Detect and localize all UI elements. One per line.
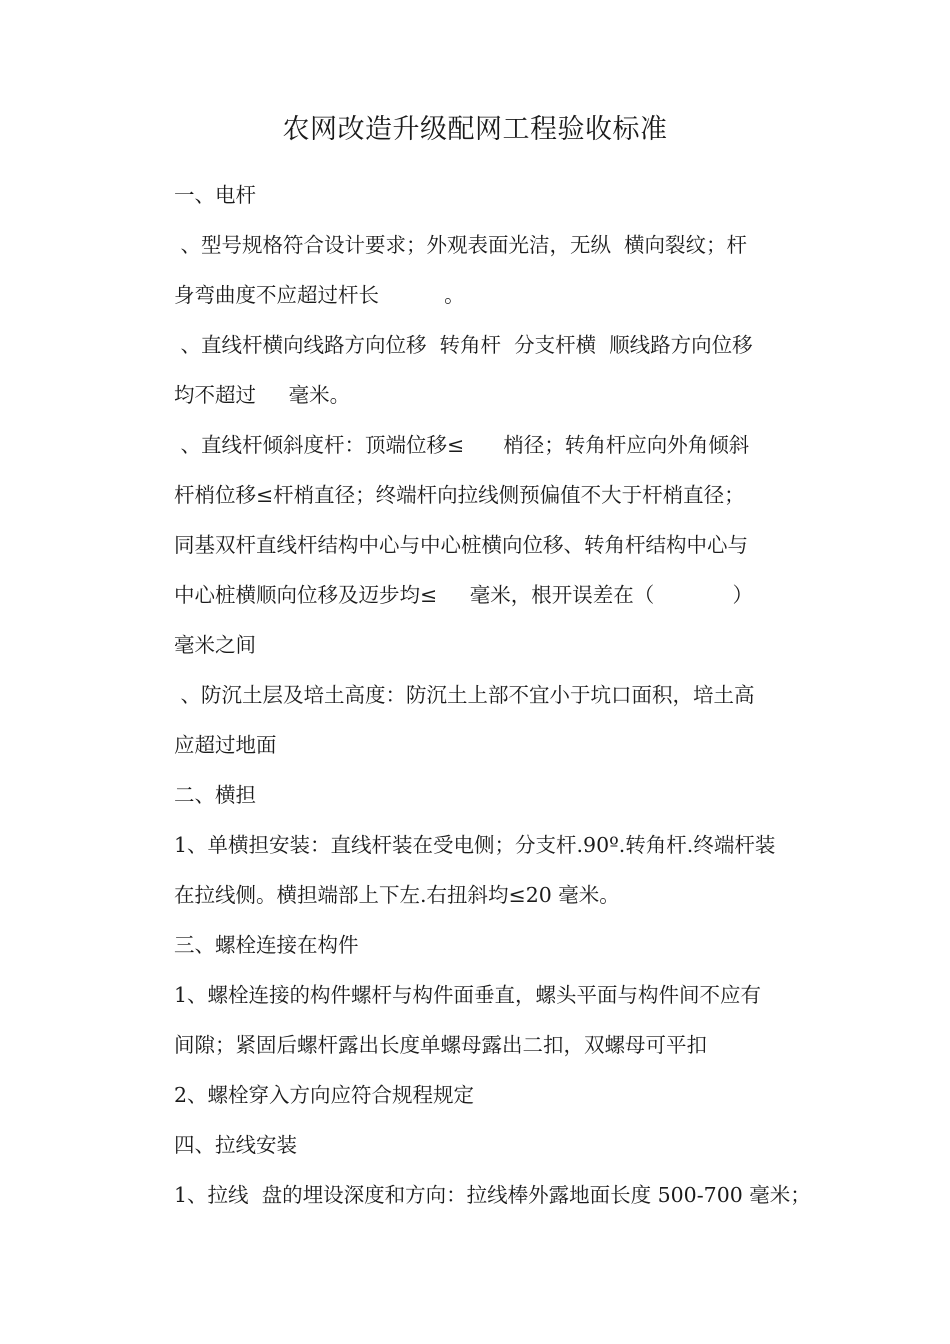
paragraph-line: 、直线杆横向线路方向位移 转角杆 分支杆横 顺线路方向位移 xyxy=(174,333,753,357)
paragraph-line: 中心桩横顺向位移及迈步均≤ 毫米，根开误差在（ ） xyxy=(174,583,753,607)
paragraph-line: 1、螺栓连接的构件螺杆与构件面垂直，螺头平面与构件间不应有 xyxy=(174,983,762,1007)
paragraph-line: 2、螺栓穿入方向应符合规程规定 xyxy=(174,1083,475,1107)
paragraph-line: 、直线杆倾斜度杆：顶端位移≤ 梢径；转角杆应向外角倾斜 xyxy=(174,433,750,457)
paragraph-line: 杆梢位移≤杆梢直径；终端杆向拉线侧预偏值不大于杆梢直径； xyxy=(174,483,745,507)
paragraph-line: 应超过地面 xyxy=(174,733,277,757)
paragraph-line: 1、拉线 盘的埋设深度和方向：拉线棒外露地面长度 500-700 毫米； xyxy=(174,1183,811,1207)
section-heading-crossarm: 二、横担 xyxy=(174,783,256,807)
paragraph-line: 、防沉土层及培土高度：防沉土上部不宜小于坑口面积，培土高 xyxy=(174,683,755,707)
paragraph-line: 、型号规格符合设计要求；外观表面光洁，无纵 横向裂纹；杆 xyxy=(174,233,748,257)
paragraph-line: 毫米之间 xyxy=(174,633,256,657)
document-title: 农网改造升级配网工程验收标准 xyxy=(282,114,668,145)
paragraph-line: 1、单横担安装：直线杆装在受电侧；分支杆.90º.转角杆.终端杆装 xyxy=(174,833,776,857)
section-heading-poles: 一、电杆 xyxy=(174,183,256,207)
paragraph-line: 身弯曲度不应超过杆长 。 xyxy=(174,283,465,307)
document-body xyxy=(174,170,814,1220)
paragraph-line: 同基双杆直线杆结构中心与中心桩横向位移、转角杆结构中心与 xyxy=(174,533,748,557)
section-heading-bolts: 三、螺栓连接在构件 xyxy=(174,933,359,957)
section-heading-guy-wire: 四、拉线安装 xyxy=(174,1133,297,1157)
paragraph-line: 间隙；紧固后螺杆露出长度单螺母露出二扣，双螺母可平扣 xyxy=(174,1033,707,1057)
paragraph-line: 在拉线侧。横担端部上下左.右扭斜均≤20 毫米。 xyxy=(174,883,620,907)
paragraph-line: 均不超过 毫米。 xyxy=(174,383,351,407)
